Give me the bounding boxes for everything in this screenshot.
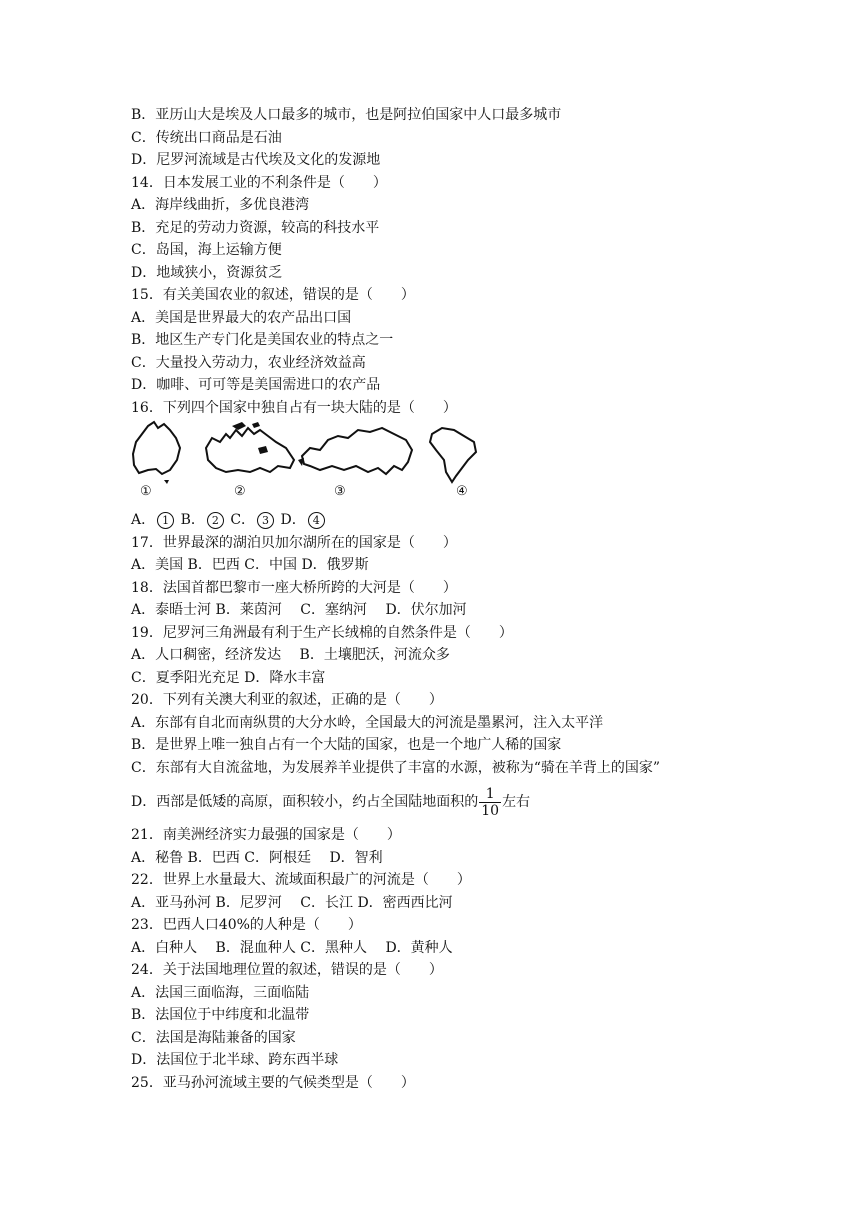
q13-option-b: B．亚历山大是埃及人口最多的城市，也是阿拉伯国家中人口最多城市 xyxy=(131,107,562,123)
q15-option-c: C．大量投入劳动力，农业经济效益高 xyxy=(131,355,366,371)
q14-option-d: D．地域狭小，资源贫乏 xyxy=(131,265,283,281)
q19-stem: 19．尼罗河三角洲最有利于生产长绒棉的自然条件是（ ） xyxy=(131,625,513,641)
q18-options: A．泰晤士河 B．莱茵河 C．塞纳河 D．伏尔加河 xyxy=(131,602,467,618)
one-tenth-fraction xyxy=(479,786,501,819)
q20-option-d xyxy=(131,784,530,820)
q13-option-c: C．传统出口商品是石油 xyxy=(131,130,282,146)
q16-option-d-letter: D． xyxy=(280,512,306,528)
q16-option-c-letter: C． xyxy=(230,512,256,528)
q17-options: A．美国 B．巴西 C．中国 D．俄罗斯 xyxy=(131,557,369,573)
q14-option-c: C．岛国，海上运输方便 xyxy=(131,242,282,258)
q22-stem: 22．世界上水量最大、流域面积最广的河流是（ ） xyxy=(131,872,471,888)
map-russia xyxy=(298,420,416,488)
q21-options: A．秘鲁 B．巴西 C．阿根廷 D．智利 xyxy=(131,850,383,866)
q13-option-d: D．尼罗河流域是古代埃及文化的发源地 xyxy=(131,152,381,168)
map-south-america xyxy=(426,420,482,492)
map-label-1: ① xyxy=(140,484,152,499)
q20-stem: 20．下列有关澳大利亚的叙述，正确的是（ ） xyxy=(131,692,443,708)
q24-option-b: B．法国位于中纬度和北温带 xyxy=(131,1007,310,1023)
q21-stem: 21．南美洲经济实力最强的国家是（ ） xyxy=(131,827,401,843)
map-australia xyxy=(130,420,186,490)
q19-options-cd: C．夏季阳光充足 D．降水丰富 xyxy=(131,670,326,686)
q16-stem: 16．下列四个国家中独自占有一块大陆的是（ ） xyxy=(131,400,457,416)
q20-option-a: A．东部有自北而南纵贯的大分水岭，全国最大的河流是墨累河，注入太平洋 xyxy=(131,715,604,731)
fraction-numerator: 1 xyxy=(479,786,501,803)
q14-stem: 14．日本发展工业的不利条件是（ ） xyxy=(131,175,387,191)
q16-option-a-letter: A． xyxy=(131,512,156,528)
q22-options: A．亚马孙河 B．尼罗河 C．长江 D．密西西比河 xyxy=(131,895,453,911)
q16-option-b-letter: B． xyxy=(180,512,205,528)
q15-option-a: A．美国是世界最大的农产品出口国 xyxy=(131,310,352,326)
map-canada xyxy=(202,420,298,486)
map-label-4: ④ xyxy=(456,484,468,499)
q23-stem: 23．巴西人口40%的人种是（ ） xyxy=(131,917,362,933)
q18-stem: 18．法国首都巴黎市一座大桥所跨的大河是（ ） xyxy=(131,580,457,596)
q16-option-b-num: 2 xyxy=(207,512,224,529)
q14-option-b: B．充足的劳动力资源，较高的科技水平 xyxy=(131,220,380,236)
fraction-denominator: 10 xyxy=(481,802,500,819)
q24-option-c: C．法国是海陆兼备的国家 xyxy=(131,1030,296,1046)
map-label-3: ③ xyxy=(334,484,346,499)
q16-option-a-num: 1 xyxy=(157,512,174,529)
q19-options-ab: A．人口稠密，经济发达 B．土壤肥沃，河流众多 xyxy=(131,647,450,663)
q24-option-a: A．法国三面临海，三面临陆 xyxy=(131,985,310,1001)
q20-option-d-suffix: 左右 xyxy=(502,794,531,810)
q15-stem: 15．有关美国农业的叙述，错误的是（ ） xyxy=(131,287,415,303)
q14-option-a: A．海岸线曲折，多优良港湾 xyxy=(131,197,310,213)
q15-option-d: D．咖啡、可可等是美国需进口的农产品 xyxy=(131,377,381,393)
q16-option-c-num: 3 xyxy=(257,512,274,529)
q17-stem: 17．世界最深的湖泊贝加尔湖所在的国家是（ ） xyxy=(131,535,457,551)
q20-option-d-text: D．西部是低矮的高原，面积较小，约占全国陆地面积的 xyxy=(131,794,479,810)
q24-stem: 24．关于法国地理位置的叙述，错误的是（ ） xyxy=(131,962,443,978)
q16-option-d-num: 4 xyxy=(308,512,325,529)
q23-options: A．白种人 B．混血种人 C．黑种人 D．黄种人 xyxy=(131,940,453,956)
country-outline-maps xyxy=(128,420,488,506)
q24-option-d: D．法国位于北半球、跨东西半球 xyxy=(131,1052,339,1068)
q20-option-c: C．东部有大自流盆地，为发展养羊业提供了丰富的水源，被称为“骑在羊背上的国家” xyxy=(131,760,661,776)
q20-option-b: B．是世界上唯一独自占有一个大陆的国家，也是一个地广人稀的国家 xyxy=(131,737,562,753)
q15-option-b: B．地区生产专门化是美国农业的特点之一 xyxy=(131,332,394,348)
q25-stem: 25．亚马孙河流域主要的气候类型是（ ） xyxy=(131,1075,415,1091)
q16-options xyxy=(131,511,327,529)
map-label-2: ② xyxy=(234,484,246,499)
